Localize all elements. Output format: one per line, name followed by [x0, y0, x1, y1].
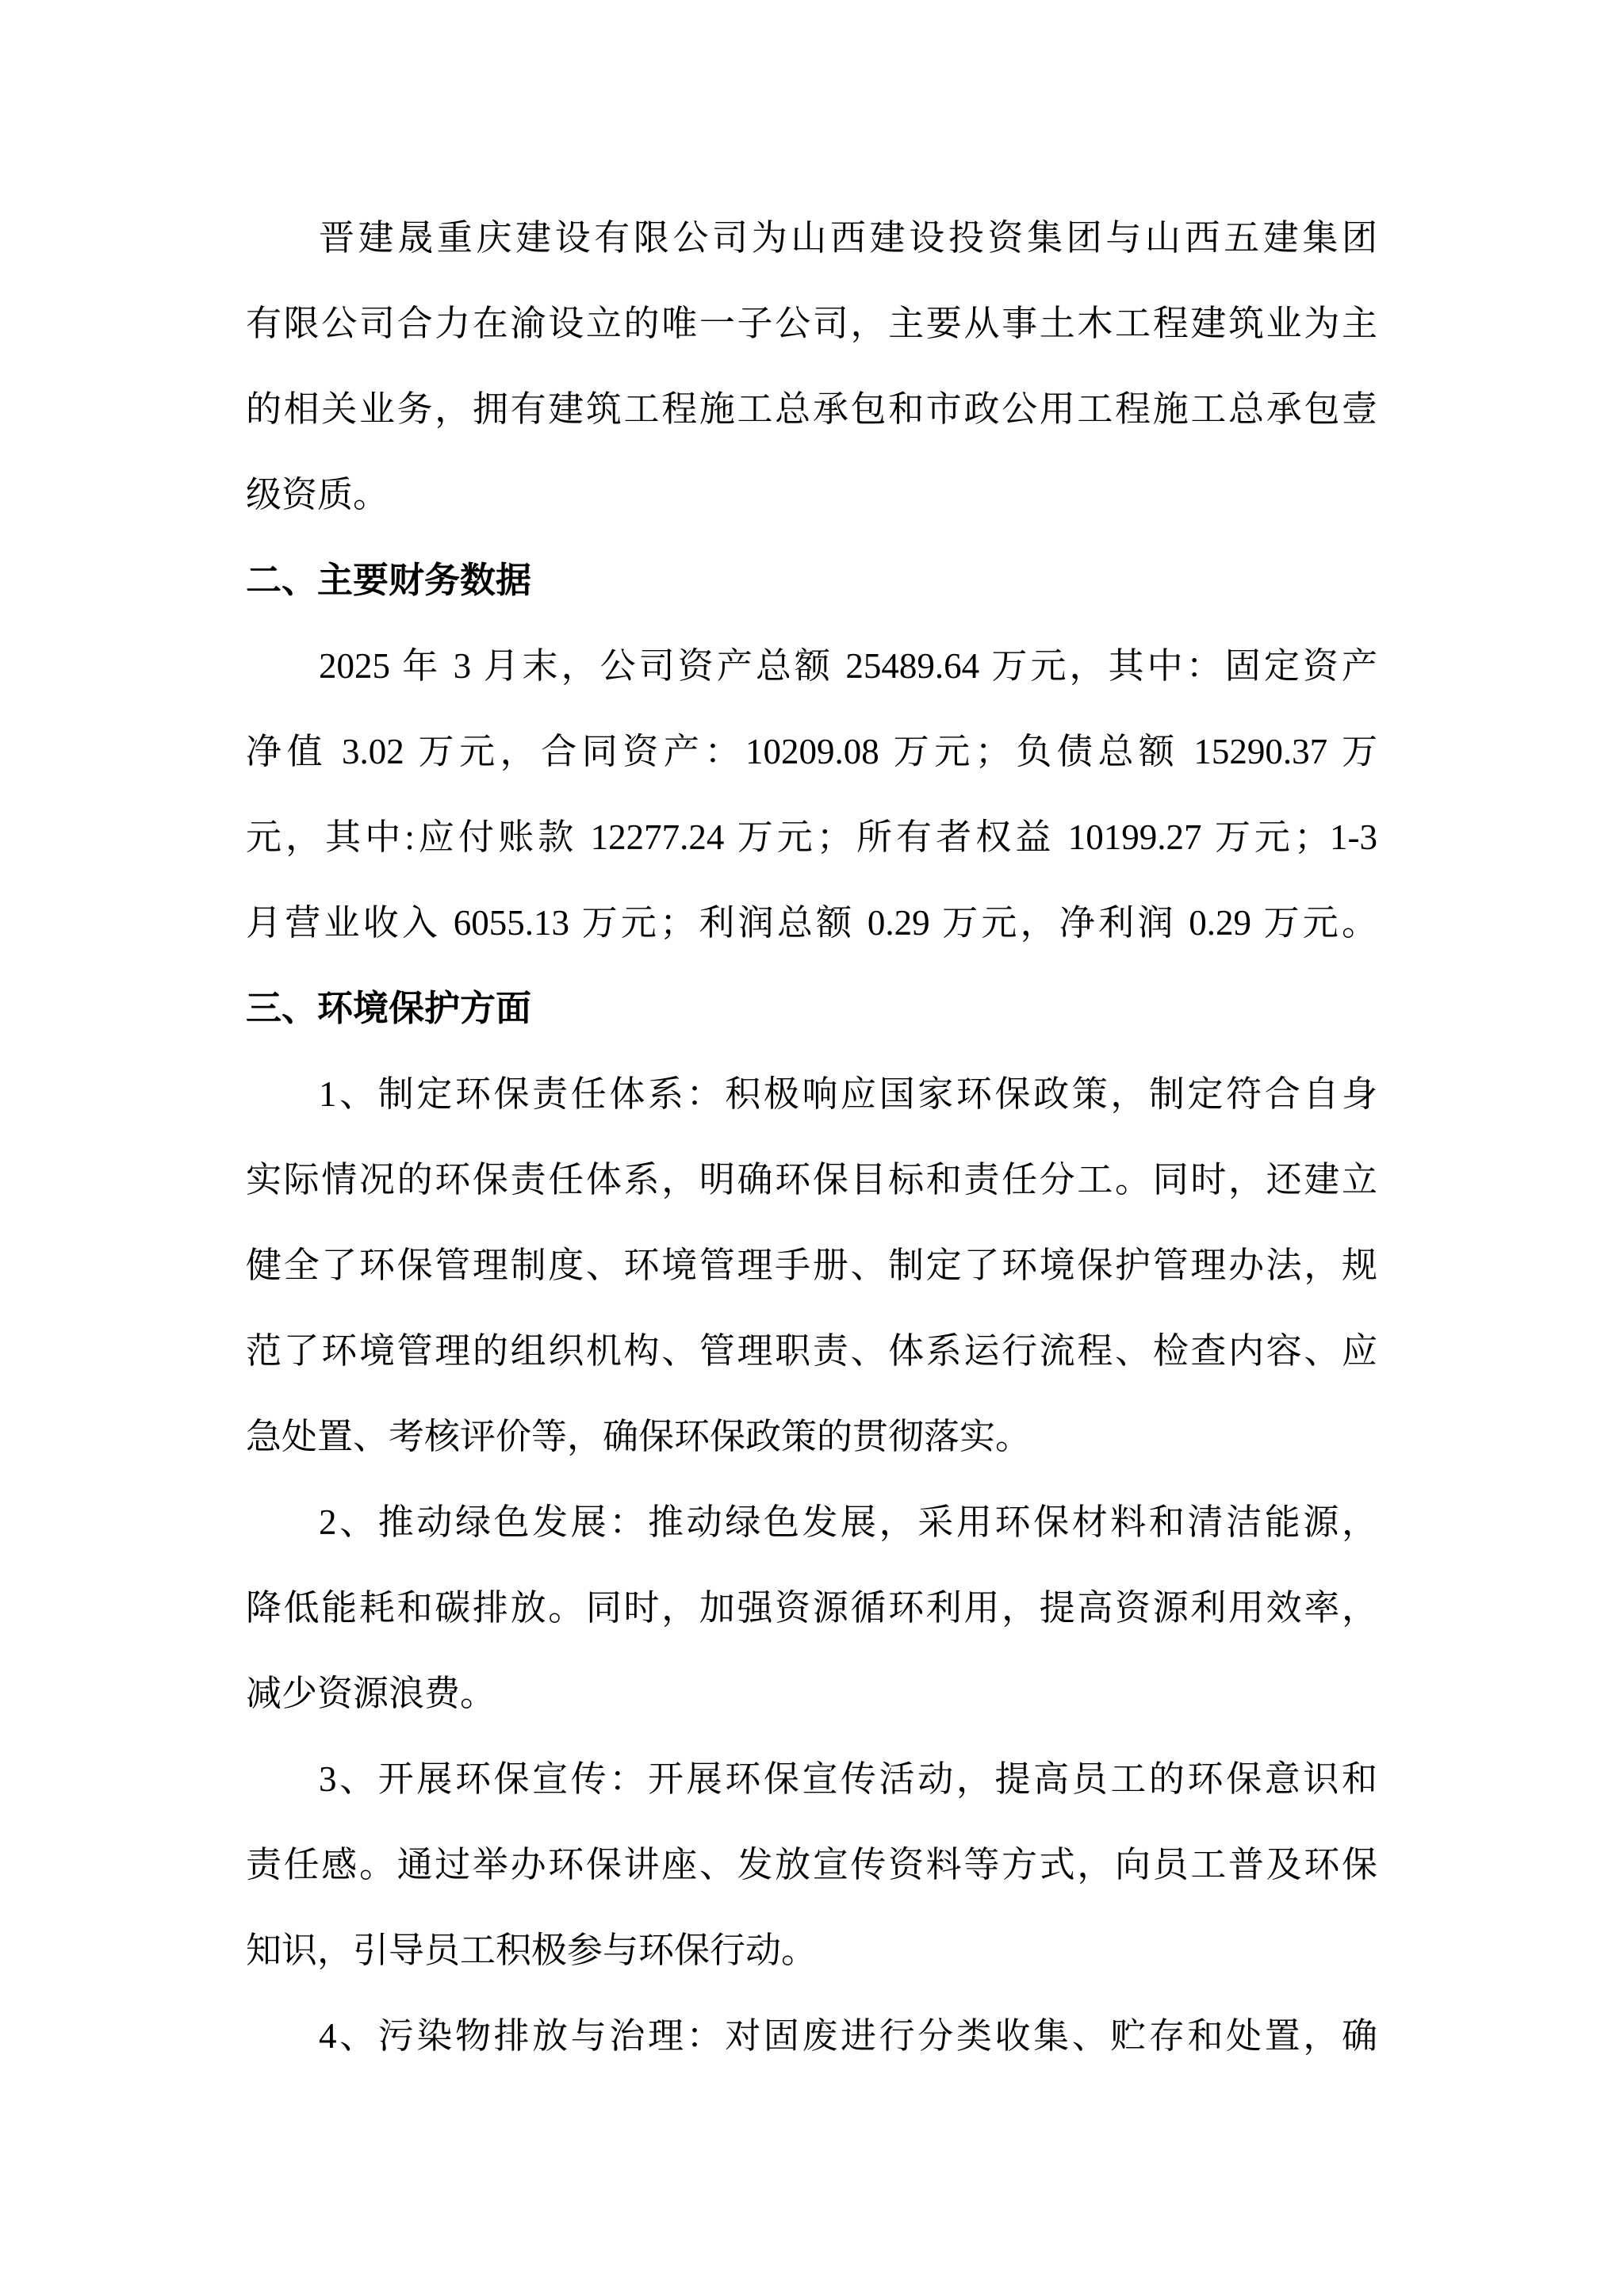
text-line: 3、开展环保宣传：开展环保宣传活动，提高员工的环保意识和 [319, 1759, 1377, 1799]
text-line: 范了环境管理的组织机构、管理职责、体系运行流程、检查内容、应 [246, 1331, 1377, 1371]
paragraph-company-overview [246, 195, 1377, 538]
text-line: 知识，引导员工积极参与环保行动。 [246, 1931, 818, 1970]
text-line: 1、制定环保责任体系：积极响应国家环保政策，制定符合自身 [319, 1074, 1377, 1114]
paragraph-env-item-1 [246, 1051, 1377, 1479]
text-line: 2025 年 3 月末，公司资产总额 25489.64 万元，其中：固定资产 [319, 646, 1377, 686]
text-line: 有限公司合力在渝设立的唯一子公司，主要从事土木工程建筑业为主 [246, 304, 1377, 343]
paragraph-env-item-4 [246, 1993, 1377, 2079]
heading-text: 三、环境保护方面 [246, 989, 532, 1028]
text-line: 责任感。通过举办环保讲座、发放宣传资料等方式，向员工普及环保 [246, 1845, 1377, 1885]
document-body [246, 195, 1377, 2079]
text-line: 实际情况的环保责任体系，明确环保目标和责任分工。同时，还建立 [246, 1160, 1377, 1200]
text-line: 健全了环保管理制度、环境管理手册、制定了环境保护管理办法，规 [246, 1246, 1377, 1285]
text-line: 的相关业务，拥有建筑工程施工总承包和市政公用工程施工总承包壹 [246, 389, 1377, 429]
text-line: 急处置、考核评价等，确保环保政策的贯彻落实。 [246, 1417, 1032, 1456]
text-line: 减少资源浪费。 [246, 1674, 496, 1713]
heading-environmental-protection [246, 966, 1377, 1051]
paragraph-env-item-2 [246, 1479, 1377, 1736]
text-line: 元，其中:应付账款 12277.24 万元；所有者权益 10199.27 万元；1-3 [246, 817, 1377, 857]
text-line: 降低能耗和碳排放。同时，加强资源循环利用，提高资源利用效率， [246, 1588, 1377, 1628]
text-line: 晋建晟重庆建设有限公司为山西建设投资集团与山西五建集团 [319, 218, 1377, 258]
paragraph-financial-data [246, 623, 1377, 966]
text-line: 2、推动绿色发展：推动绿色发展，采用环保材料和清洁能源， [319, 1502, 1377, 1542]
heading-financial-data [246, 538, 1377, 623]
heading-text: 二、主要财务数据 [246, 561, 532, 600]
text-line: 级资质。 [246, 475, 389, 515]
text-line: 净值 3.02 万元，合同资产：10209.08 万元；负债总额 15290.37 万 [246, 732, 1377, 771]
text-line: 4、污染物排放与治理：对固废进行分类收集、贮存和处置，确 [319, 2016, 1377, 2056]
text-line: 月营业收入 6055.13 万元；利润总额 0.29 万元，净利润 0.29 万元。 [246, 903, 1377, 943]
paragraph-env-item-3 [246, 1736, 1377, 1993]
